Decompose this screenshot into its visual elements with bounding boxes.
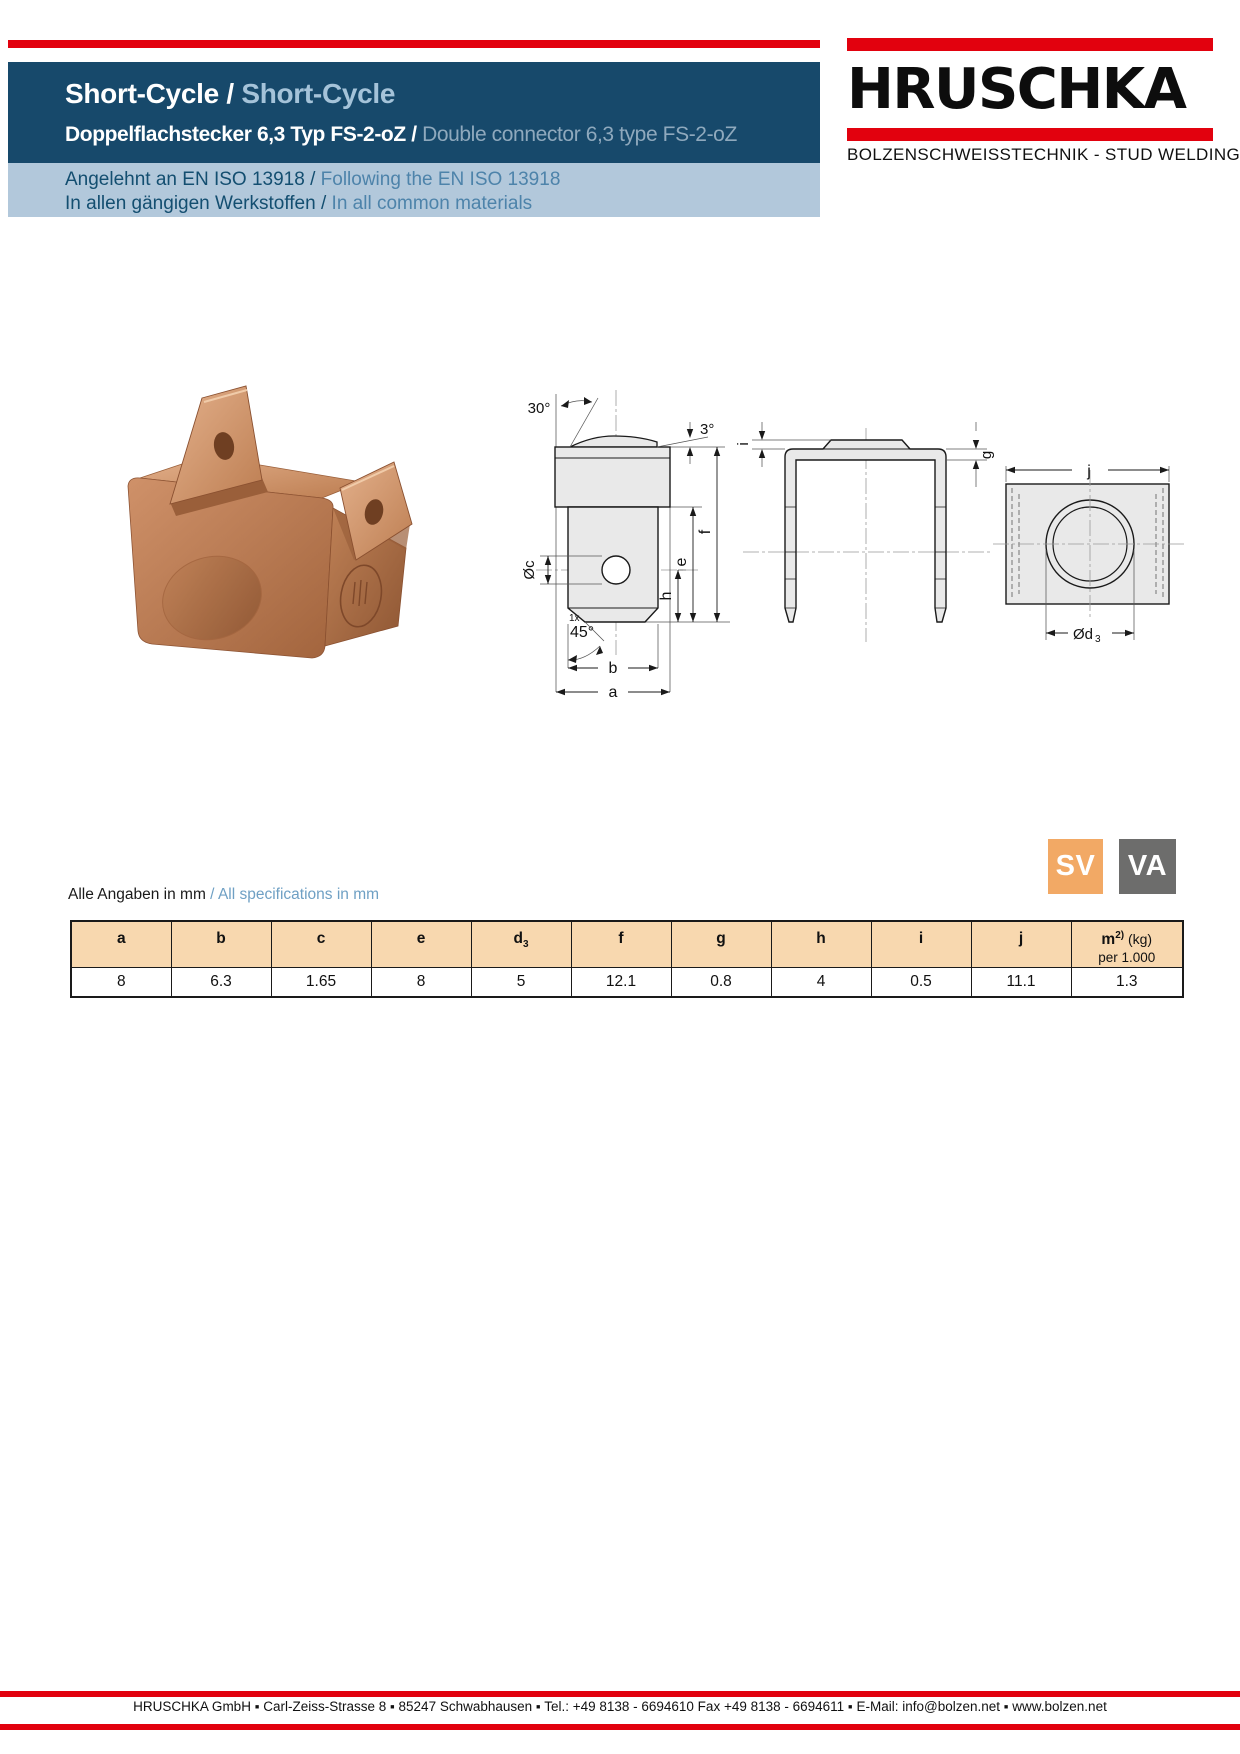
logo-bottom-bar	[847, 128, 1213, 141]
col-header-a: a	[71, 921, 171, 967]
materials-note: In allen gängigen Werkstoffen / In all common materials	[65, 193, 533, 214]
value-d3: 5	[471, 967, 571, 997]
col-header-g: g	[671, 921, 771, 967]
chamfer-arrows	[568, 646, 603, 663]
tab-hole	[602, 556, 630, 584]
subtitle-separator: /	[405, 123, 423, 146]
value-i: 0.5	[871, 967, 971, 997]
company-logo	[847, 38, 1240, 165]
product-photo	[110, 360, 450, 680]
technical-drawing	[440, 330, 1210, 710]
units-note-de: Alle Angaben in mm	[68, 886, 206, 903]
tab-head	[555, 447, 670, 507]
page-title-de: Short-Cycle	[65, 78, 219, 109]
col-header-e: e	[371, 921, 471, 967]
dia-d3-label-sub: 3	[1095, 634, 1101, 645]
dim-h-label: h	[658, 591, 675, 601]
logo-top-bar	[847, 38, 1213, 51]
units-note-en: All specifications in mm	[217, 886, 380, 903]
product-subtitle	[65, 123, 820, 147]
badge-va: VA	[1119, 839, 1176, 894]
materials-note-de: In allen gängigen Werkstoffen	[65, 193, 316, 214]
chamfer-qty-label: 1x	[569, 613, 580, 624]
header-dark-band	[8, 62, 820, 163]
value-j: 11.1	[971, 967, 1071, 997]
value-g: 0.8	[671, 967, 771, 997]
dim-i-extensions	[752, 440, 831, 449]
value-b: 6.3	[171, 967, 271, 997]
u-bracket-outline	[785, 440, 946, 622]
standard-note: Angelehnt an EN ISO 13918 / Following the EN ISO 13918	[65, 169, 561, 190]
dim-a-label: a	[608, 684, 618, 701]
standard-note-de: Angelehnt an EN ISO 13918	[65, 169, 305, 190]
product-subtitle-en: Double connector 6,3 type FS-2-oZ	[422, 123, 737, 146]
angle3-arrows	[687, 429, 693, 456]
standard-note-en: Following the EN ISO 13918	[320, 169, 561, 190]
footer-bottom-rule	[0, 1724, 1240, 1730]
header-red-bar	[8, 40, 820, 48]
dim-e-label: e	[673, 557, 690, 567]
col-header-i: i	[871, 921, 971, 967]
units-note: Alle Angaben in mm / All specifications in mm	[68, 886, 380, 903]
footer-contact-line: HRUSCHKA GmbH ▪ Carl-Zeiss-Strasse 8 ▪ 85247 Schwabhausen ▪ Tel.: +49 8138 - 6694610 Fax +49 8138 - 6694611 ▪ E-Mail: info@bolzen.net ▪ www.bolzen.net	[133, 1699, 1107, 1714]
value-c: 1.65	[271, 967, 371, 997]
footer-top-rule	[0, 1691, 1240, 1697]
angle30-label: 30°	[527, 400, 551, 417]
dim-b-label: b	[608, 660, 618, 677]
value-a: 8	[71, 967, 171, 997]
page-title-en: Short-Cycle	[241, 78, 396, 109]
title-separator: /	[218, 78, 242, 109]
angle3-line	[657, 437, 708, 447]
dim-f-label: f	[697, 529, 714, 535]
header-note-band	[8, 163, 820, 217]
dimensions-table	[70, 920, 1184, 998]
angle30-arrows	[561, 397, 592, 408]
table-value-row	[71, 967, 1183, 997]
col-header-mass: $m^{2)}$ (kg) per 1.000	[1071, 921, 1183, 967]
logo-tagline: BOLZENSCHWEISSTECHNIK - STUD WELDING	[847, 145, 1240, 164]
page-title	[65, 78, 820, 110]
value-f: 12.1	[571, 967, 671, 997]
tab-dome	[570, 436, 657, 447]
dim-i-label: i	[735, 442, 752, 446]
logo-name: HRUSCHKA	[847, 57, 1186, 122]
col-header-f: f	[571, 921, 671, 967]
value-mass: 1.3	[1071, 967, 1183, 997]
dia-d3-label: Ød	[1073, 626, 1094, 643]
col-header-b: b	[171, 921, 271, 967]
dim-i-arrows	[759, 431, 765, 458]
badge-sv: SV	[1048, 839, 1103, 894]
bend-marks	[785, 507, 946, 608]
table-header-row	[71, 921, 1183, 967]
col-header-h: h	[771, 921, 871, 967]
materials-note-en: In all common materials	[331, 193, 533, 214]
dim-j-label: j	[1087, 463, 1091, 480]
dia-c-label: Øc	[521, 560, 538, 580]
value-e: 8	[371, 967, 471, 997]
chamfer-angle-label: 45°	[570, 624, 595, 641]
angle3-label: 3°	[700, 421, 715, 438]
col-header-c: c	[271, 921, 371, 967]
value-h: 4	[771, 967, 871, 997]
col-header-j: j	[971, 921, 1071, 967]
col-header-d3: $d_3$	[471, 921, 571, 967]
dim-g-label: g	[978, 450, 995, 460]
product-subtitle-de: Doppelflachstecker 6,3 Typ FS-2-oZ	[65, 123, 406, 146]
